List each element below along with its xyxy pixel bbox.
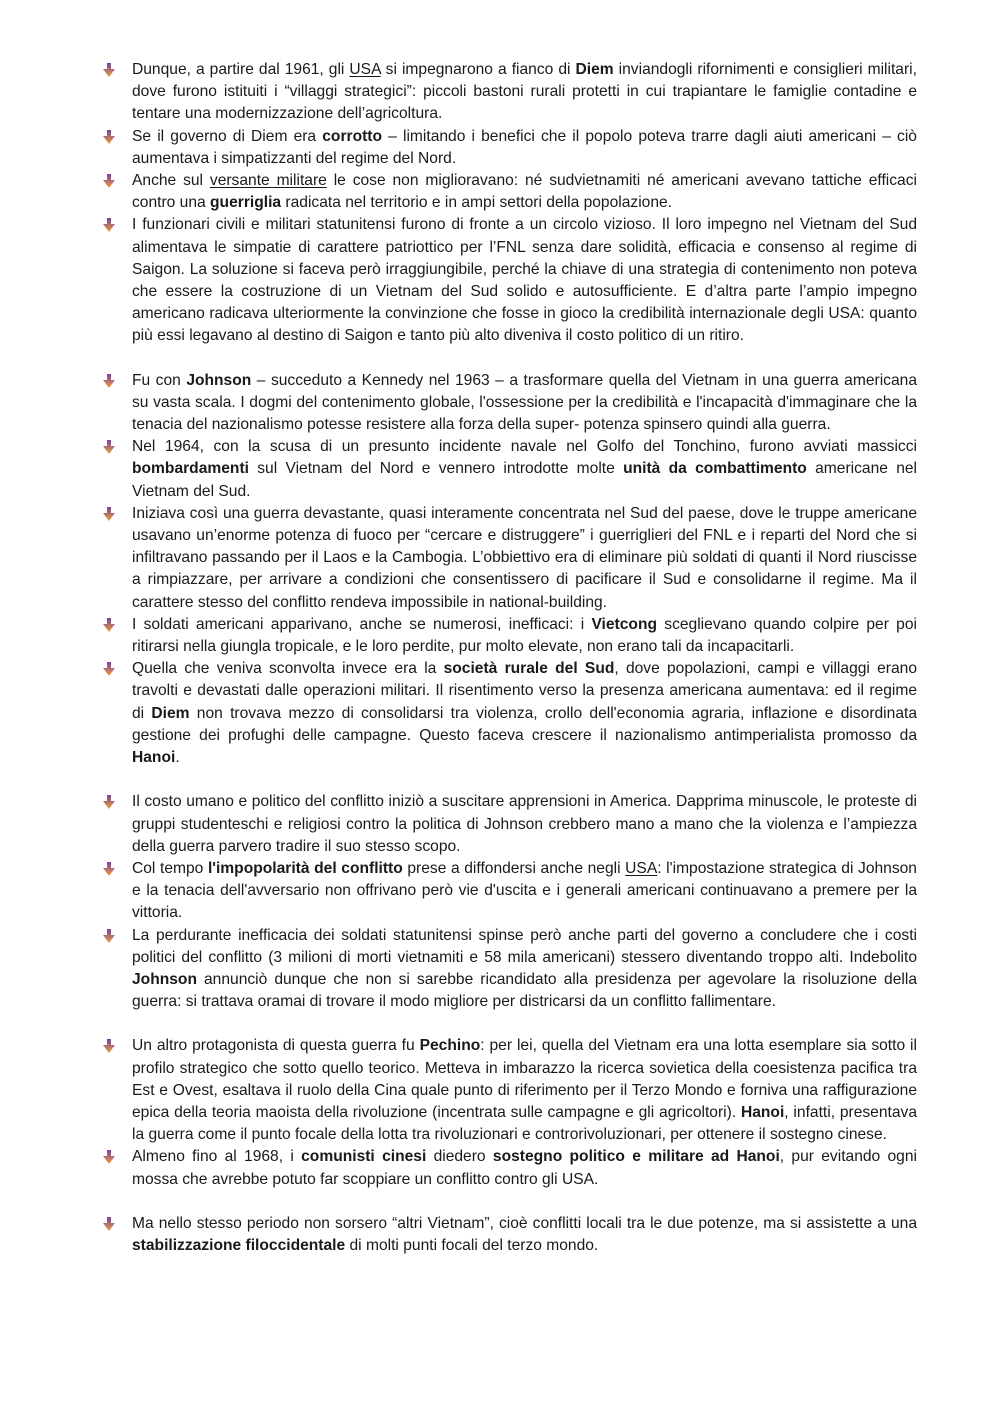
text-run: diedero — [426, 1148, 493, 1166]
arrow-down-bullet-icon — [102, 928, 116, 944]
arrow-down-bullet-icon — [102, 506, 116, 522]
bullet-text — [132, 1035, 917, 1146]
bullet-text — [132, 925, 917, 1014]
arrow-down-bullet-icon — [102, 861, 116, 877]
bold-text: l'impopolarità del conflitto — [207, 859, 403, 877]
text-run: , dove popolazioni, campi e villaggi erano travolti e devastati dalle operazioni militari. Il risentimento verso la presenza americana aumentava: ed il regime di — [132, 660, 918, 722]
bullet-text — [132, 1146, 917, 1190]
list-item — [132, 503, 917, 614]
text-run: , infatti, presentava la guerra come il punto focale della lotta tra rivoluzionari e controrivoluzionari, per ottenere il sostegno cinese. — [132, 1103, 917, 1144]
text-run: Col tempo — [132, 859, 208, 877]
arrow-down-bullet-icon — [102, 617, 116, 633]
bold-text: unità da combattimento — [623, 460, 807, 478]
list-item — [132, 791, 917, 858]
text-run: sul Vietnam del Nord e vennero introdotte molte — [248, 460, 624, 478]
bullet-text — [132, 658, 917, 769]
arrow-down-bullet-icon — [102, 173, 116, 189]
bullet-list — [0, 59, 1000, 1257]
bold-text: Johnson — [186, 371, 252, 389]
text-run: annunciò dunque che non si sarebbe ricandidato alla presidenza per agevolare la risoluzione della guerra: si trattava oramai di trovare il modo migliore per districarsi da un conflitto fallimentare. — [132, 970, 917, 1011]
text-run: sceglievano quando colpire per poi ritirarsi nella giungla tropicale, e le loro perdite, pur molto elevate, non erano tali da incapacitarli. — [132, 615, 917, 656]
bullet-text — [132, 370, 917, 437]
text-run: Almeno fino al 1968, i — [132, 1148, 302, 1166]
list-item — [132, 126, 917, 170]
arrow-down-bullet-icon — [102, 217, 116, 233]
text-run: le cose non miglioravano: né sudvietnamiti né americani avevano tattiche efficaci contro una — [132, 172, 917, 212]
bold-text: guerriglia — [210, 194, 282, 212]
list-item — [132, 170, 917, 214]
bullet-text — [132, 791, 917, 858]
list-item — [132, 214, 917, 347]
text-run: inviandogli rifornimenti e consiglieri militari, dove furono istituiti i “villaggi strategici”: piccoli bastoni rurali protetti in cui trapiantare le famiglie contadine e tentare una modernizzazione dell’agricoltura. — [132, 61, 917, 123]
arrow-down-bullet-icon — [102, 373, 116, 389]
text-run: – succeduto a Kennedy nel 1963 – a trasformare quella del Vietnam in una guerra americana su vasta scala. I dogmi del contenimento globale, l'ossessione per la credibilità e l'incapacità d'immaginare che la tenacia del nazionalismo potesse resistere alla forza della super- potenza spinsero quindi alla guerra. — [132, 371, 917, 434]
bold-text: Pechino — [419, 1037, 481, 1055]
arrow-down-bullet-icon — [102, 1038, 116, 1054]
arrow-down-bullet-icon — [102, 62, 116, 78]
bullet-text — [132, 614, 917, 658]
bold-text: Vietcong — [591, 615, 658, 633]
bold-text: Johnson — [132, 970, 197, 988]
bullet-text — [132, 1213, 917, 1257]
text-run: Anche sul — [132, 172, 210, 190]
arrow-down-bullet-icon — [102, 794, 116, 810]
list-item — [132, 1213, 917, 1257]
bullet-text — [132, 214, 917, 347]
text-run: : per lei, quella del Vietnam era una lotta esemplare sia sotto il profilo strategico che sotto quello teorico. Metteva in imbarazzo la ricerca sovietica della coesistenza pacifica tra Est e Ovest, esaltava il ruolo della Cina quale punto di riferimento per il Terzo Mondo e forniva una raffigurazione epica della teoria maoista della rivoluzione (incentrata sulle campagne e gli agricoltori). — [132, 1037, 917, 1121]
list-item — [132, 1146, 917, 1190]
list-item — [132, 658, 917, 769]
bullet-text — [132, 436, 917, 503]
text-run: prese a diffondersi anche negli — [402, 859, 626, 877]
text-run: non trovava mezzo di consolidarsi tra violenza, crollo dell'economia agraria, inflazione e disordinata gestione dei profughi delle campagne. Questo faceva crescere il nazionalismo antimperialista promosso da — [132, 704, 917, 744]
arrow-down-bullet-icon — [102, 1149, 116, 1165]
arrow-down-bullet-icon — [102, 439, 116, 455]
arrow-down-bullet-icon — [102, 1216, 116, 1232]
bold-text: società rurale del Sud — [443, 660, 615, 678]
text-run: Dunque, a partire dal 1961, gli — [132, 61, 350, 78]
text-run: Un altro protagonista di questa guerra fu — [132, 1037, 420, 1055]
text-run: radicata nel territorio e in ampi settori della popolazione. — [281, 194, 673, 212]
text-run: : l'impostazione strategica di Johnson e la tenacia dell'avversario non offrivano però vie d'uscita e i generali americani continuavano a premere per la vittoria. — [132, 859, 917, 922]
bullet-text — [132, 170, 917, 214]
text-run: I soldati americani apparivano, anche se numerosi, inefficaci: i — [132, 615, 592, 633]
text-run: I funzionari civili e militari statunitensi furono di fronte a un circolo vizioso. Il loro impegno nel Vietnam del Sud alimentava le simpatie di carattere patriottico per l’FNL senza dare solidità, efficacia e consenso al regime di Saigon. La soluzione si faceva però irraggiungibile, perché la chiave di una strategia di contenimento non poteva che essere la costruzione di un Vietnam del Sud solido e autosufficiente. E d’altra parte l’ampio impegno americano radicava ulteriormente la convinzione che fosse in gioco la credibilità internazionale degli USA: quanto più essi legavano al destino di Saigon e tanto più alto diveniva il costo politico di un ritiro. — [132, 216, 917, 345]
text-run: Quella che veniva sconvolta invece era la — [132, 660, 444, 678]
bold-text: Diem — [151, 704, 190, 722]
text-run: , pur evitando ogni mossa che avrebbe potuto far scoppiare un conflitto contro gli USA. — [132, 1148, 917, 1188]
text-run: Nel 1964, con la scusa di un presunto incidente navale nel Golfo del Tonchino, furono avviati massicci — [132, 438, 917, 456]
list-item — [132, 436, 917, 503]
bold-text: sostegno politico e militare ad Hanoi — [492, 1148, 780, 1166]
text-run: di molti punti focali del terzo mondo. — [345, 1236, 599, 1254]
bullet-text — [132, 126, 917, 170]
bold-text: Hanoi — [740, 1103, 785, 1121]
bold-text: corrotto — [322, 127, 383, 145]
bold-text: bombardamenti — [132, 460, 249, 478]
underlined-text: USA — [625, 859, 658, 877]
text-run: . — [175, 749, 180, 767]
bullet-text — [132, 858, 917, 925]
text-run: Ma nello stesso periodo non sorsero “altri Vietnam”, cioè conflitti locali tra le due potenze, ma si assistette a una — [132, 1214, 917, 1232]
list-item — [132, 925, 917, 1014]
list-item — [132, 614, 917, 658]
bold-text: stabilizzazione filoccidentale — [132, 1236, 346, 1254]
text-run: Fu con — [132, 371, 187, 389]
list-item — [132, 370, 917, 437]
text-run: Iniziava così una guerra devastante, quasi interamente concentrata nel Sud del paese, dove le truppe americane usavano un’enorme potenza di fuoco per “cercare e distruggere” i guerriglieri del FNL e i reparti del Nord che si infiltravano passando per il Laos e la Cambogia. L’obbiettivo era di eliminare più soldati di quanti il Nord riuscisse a rimpiazzare, per arrivare a condizioni che consentissero di pacificare il Sud e consolidarne il regime. Ma il carattere stesso del conflitto rendeva impossibile in national-building. — [132, 504, 917, 611]
text-run: americane nel Vietnam del Sud. — [132, 460, 918, 500]
bold-text: Diem — [575, 61, 614, 78]
underlined-text: USA — [349, 61, 381, 78]
bold-text: comunisti cinesi — [301, 1148, 427, 1166]
list-item — [132, 1035, 917, 1146]
text-run: Il costo umano e politico del conflitto iniziò a suscitare apprensioni in America. Dapprima minuscole, le proteste di gruppi studenteschi e religiosi contro la politica di Johnson crebbero mano a mano che la violenza e l’ampiezza della guerra parvero tradire il suo stesso scopo. — [132, 793, 917, 855]
text-run: si impegnarono a fianco di — [380, 61, 576, 78]
text-run: – limitando i benefici che il popolo poteva trarre dagli aiuti americani – ciò aumentava i simpatizzanti del regime del Nord. — [132, 127, 917, 167]
arrow-down-bullet-icon — [102, 661, 116, 677]
bold-text: Hanoi — [132, 749, 176, 767]
arrow-down-bullet-icon — [102, 129, 116, 145]
list-item — [132, 59, 917, 126]
bullet-text — [132, 59, 917, 126]
text-run: Se il governo di Diem era — [132, 127, 323, 145]
list-item — [132, 858, 917, 925]
bullet-text — [132, 503, 917, 614]
underlined-text: versante militare — [209, 172, 327, 190]
text-run: La perdurante inefficacia dei soldati statunitensi spinse però anche parti del governo a concludere che i costi politici del conflitto (3 milioni di morti vietnamiti e 58 mila americani) stessero diventando troppo alti. Indebolito — [132, 926, 917, 966]
